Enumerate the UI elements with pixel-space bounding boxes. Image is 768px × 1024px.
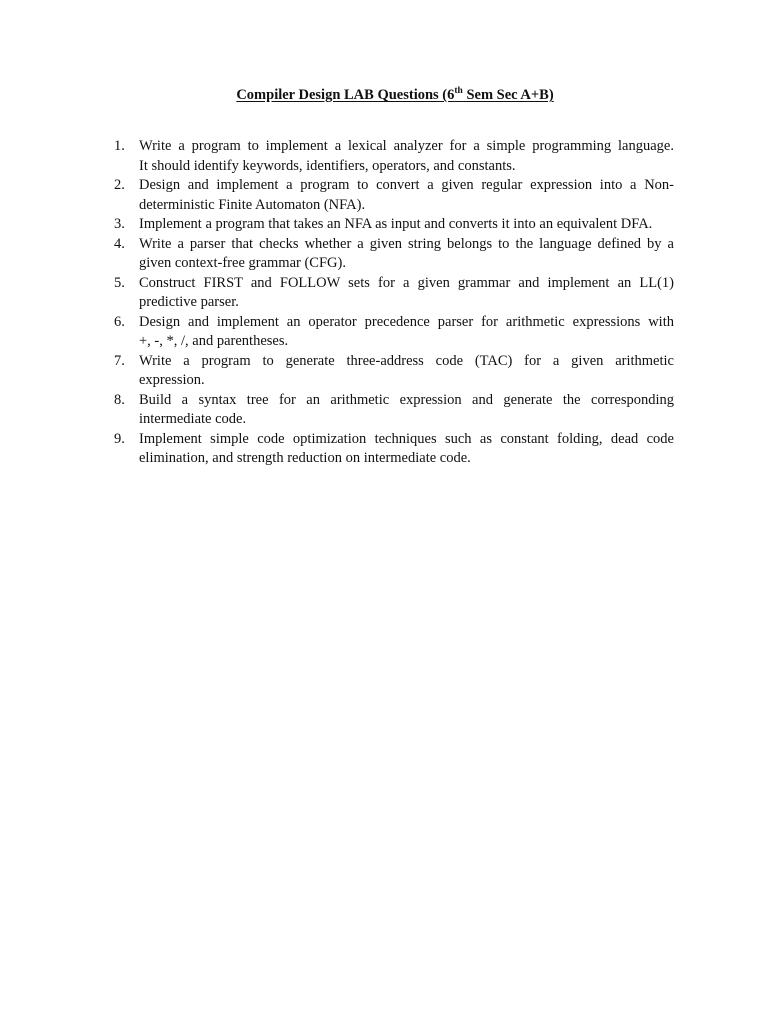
question-line: expression. (139, 372, 205, 388)
title-superscript: th (454, 86, 463, 97)
question-line: Write a program to generate three-address code (TAC) for a given arithmetic (139, 352, 674, 369)
list-item (0, 352, 768, 391)
question-line: given context-free grammar (CFG). (139, 255, 346, 271)
question-line: Write a parser that checks whether a given string belongs to the language defined by a (139, 235, 674, 252)
question-number: 5. (114, 274, 125, 291)
question-number: 4. (114, 235, 125, 252)
question-number: 6. (114, 313, 125, 330)
question-line: Build a syntax tree for an arithmetic expression and generate the corresponding (139, 391, 674, 408)
title-rest: Sem Sec A+B) (462, 87, 554, 103)
question-text (139, 313, 674, 352)
list-item (0, 235, 768, 274)
question-line: predictive parser. (139, 294, 239, 310)
question-line: +, -, *, /, and parentheses. (139, 333, 289, 349)
title-main: Compiler Design LAB Questions (6 (236, 87, 455, 103)
question-line: Write a program to implement a lexical analyzer for a simple programming language. (139, 138, 674, 154)
question-number: 8. (114, 391, 125, 408)
list-item (0, 430, 768, 469)
question-number: 7. (114, 352, 125, 369)
question-line: Design and implement a program to convert a given regular expression into a Non- (139, 177, 674, 193)
question-line: Construct FIRST and FOLLOW sets for a given grammar and implement an LL(1) (139, 274, 674, 291)
list-item (0, 215, 768, 235)
list-item (0, 137, 768, 176)
question-line: elimination, and strength reduction on intermediate code. (139, 450, 471, 466)
question-text (139, 176, 674, 215)
question-line: deterministic Finite Automaton (NFA). (139, 196, 366, 213)
question-text (139, 391, 674, 430)
page-title (0, 87, 768, 104)
question-text (139, 137, 674, 176)
question-text (139, 430, 674, 469)
question-number: 9. (114, 430, 125, 447)
question-line: Design and implement an operator precedence parser for arithmetic expressions with (139, 313, 674, 330)
list-item (0, 313, 768, 352)
question-line: Implement simple code optimization techniques such as constant folding, dead code (139, 430, 674, 447)
question-text (139, 274, 674, 313)
question-number: 2. (114, 177, 125, 193)
list-item (0, 391, 768, 430)
question-line: intermediate code. (139, 411, 247, 427)
question-number: 1. (114, 138, 125, 154)
question-text (139, 215, 674, 235)
question-number: 3. (114, 216, 125, 232)
question-text (139, 235, 674, 274)
list-item (0, 274, 768, 313)
question-text (139, 352, 674, 391)
question-list (0, 137, 768, 469)
question-line: It should identify keywords, identifiers, operators, and constants. (139, 157, 516, 174)
list-item (0, 176, 768, 215)
question-line: Implement a program that takes an NFA as input and converts it into an equivalent DFA. (139, 216, 653, 232)
